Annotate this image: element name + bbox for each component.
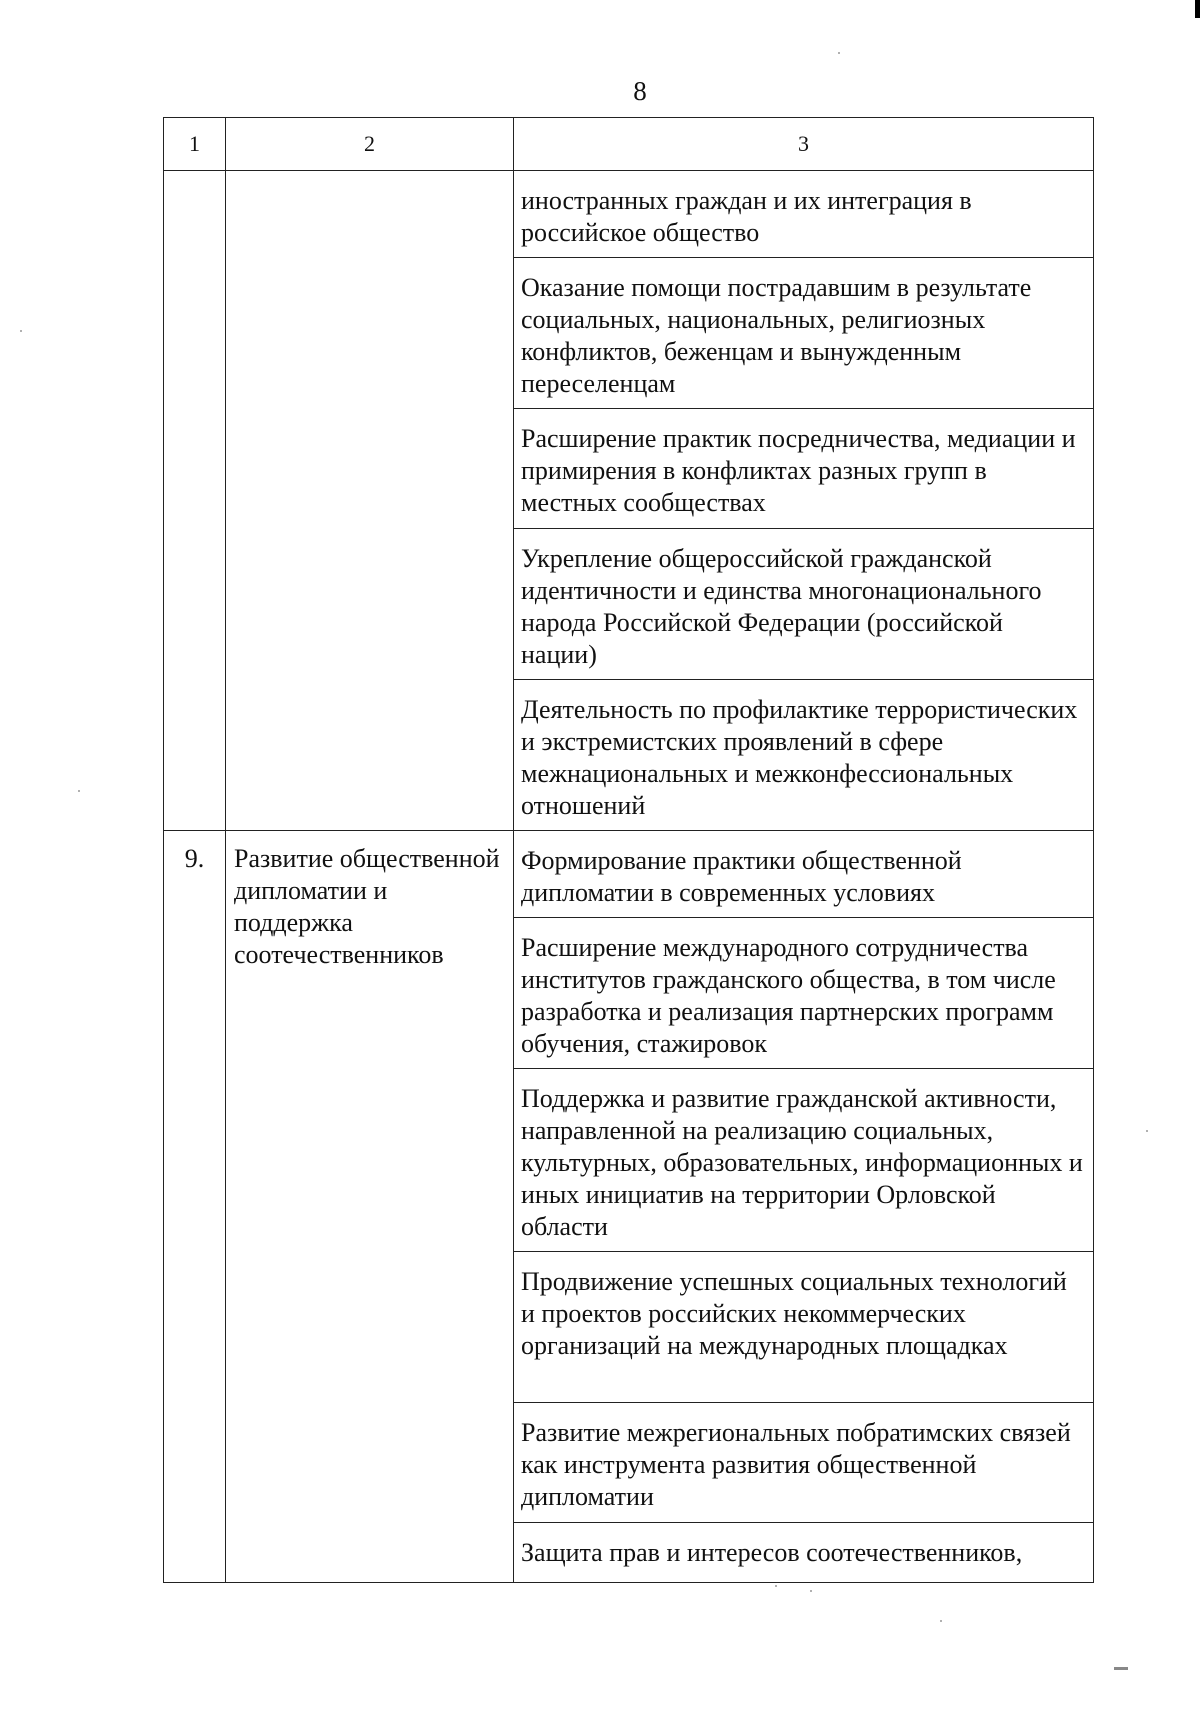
list-item: Формирование практики общественной дипломатии в современных условиях [514, 831, 1093, 918]
page-number: 8 [633, 76, 647, 106]
row-number: 9. [164, 831, 226, 1583]
list-item: Деятельность по профилактике террористических и экстремистских проявлений в сфере межнациональных и межконфессиональных отношений [521, 695, 1078, 820]
list-item: Защита прав и интересов соотечественников, [521, 1538, 1023, 1567]
list-item: Оказание помощи пострадавшим в результате социальных, национальных, религиозных конфликтов, беженцам и вынужденным переселенцам [514, 258, 1093, 409]
scan-speck [838, 52, 840, 54]
row-items [514, 171, 1094, 831]
scan-dash-mark [1114, 1667, 1128, 1670]
row-name [226, 171, 514, 831]
row-number [164, 171, 226, 831]
list-item: Развитие межрегиональных побратимских связей как инструмента развития общественной дипломатии [514, 1403, 1093, 1523]
list-item: Поддержка и развитие гражданской активности, направленной на реализацию социальных, культурных, образовательных, информационных и иных инициатив на территории Орловской области [514, 1069, 1093, 1252]
scan-speck [1146, 1130, 1148, 1132]
scan-speck [78, 790, 80, 792]
row-name: Развитие общественной дипломатии и поддержка соотечественников [226, 831, 514, 1583]
scan-edge-mark [1195, 0, 1200, 18]
row-items [514, 831, 1094, 1583]
scan-speck [940, 1620, 942, 1622]
table-header-row [164, 118, 1094, 171]
list-item: Расширение практик посредничества, медиации и примирения в конфликтах разных групп в местных сообществах [514, 409, 1093, 529]
header-col-1: 1 [164, 118, 226, 171]
scan-speck [775, 1585, 777, 1587]
program-table [163, 117, 1094, 1583]
scan-speck [810, 1590, 812, 1592]
list-item: Расширение международного сотрудничества институтов гражданского общества, в том числе разработка и реализация партнерских программ обучения, стажировок [514, 918, 1093, 1069]
scan-speck [20, 330, 22, 332]
header-col-3: 3 [514, 118, 1094, 171]
table-row [164, 171, 1094, 831]
list-item: Укрепление общероссийской гражданской идентичности и единства многонационального народа Российской Федерации (российской нации) [514, 529, 1093, 680]
table-row [164, 831, 1094, 1583]
list-item: Продвижение успешных социальных технологий и проектов российских некоммерческих организаций на международных площадках [514, 1252, 1093, 1403]
list-item: иностранных граждан и их интеграция в российское общество [514, 171, 1093, 258]
header-col-2: 2 [226, 118, 514, 171]
